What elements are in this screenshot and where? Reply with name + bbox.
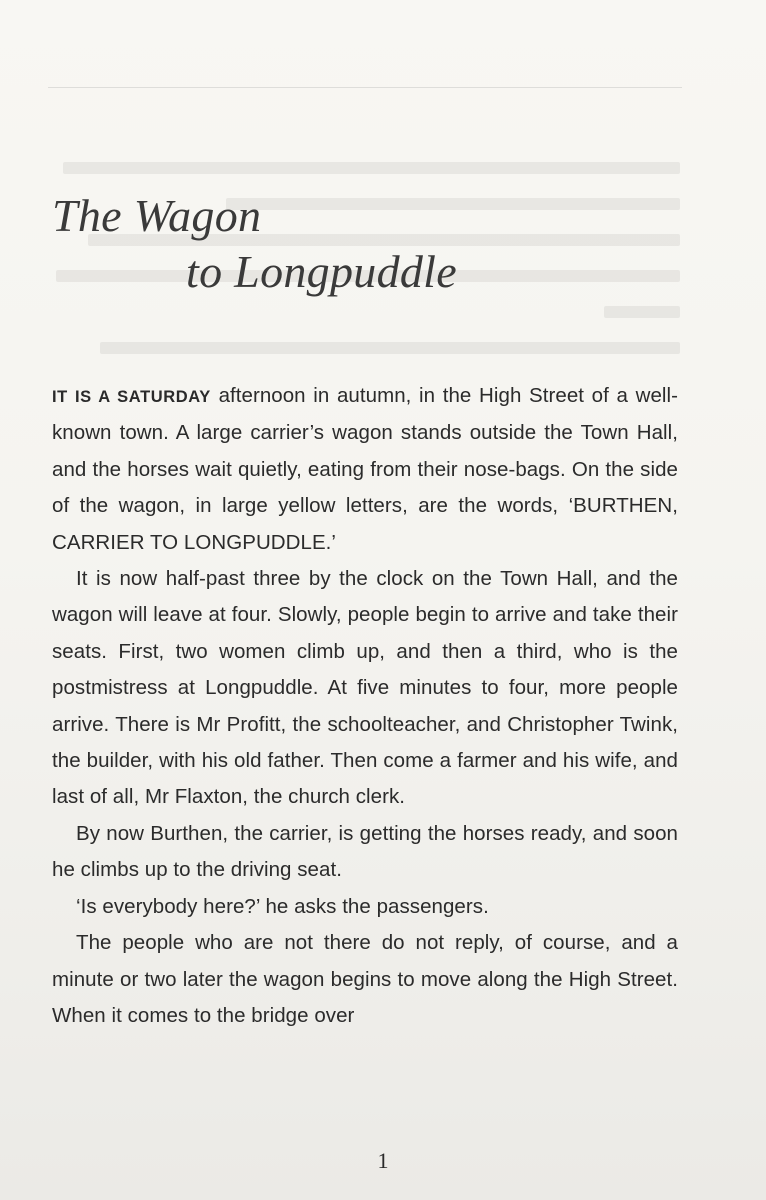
paragraph-4: ‘Is everybody here?’ he asks the passengers. — [76, 894, 489, 918]
chapter-title — [52, 188, 457, 300]
paragraph-lead-in: IT IS A SATURDAY — [52, 388, 211, 406]
chapter-title-line-2: to Longpuddle — [186, 246, 457, 297]
bleed-through-rule — [48, 87, 682, 88]
paragraph-text: afternoon in autumn, in the High Street of a well-known town. A large carrier’s wagon stands outside the Town Hall, and the horses wait quietly, eating from their nose-bags. On the side of the wagon, in large yellow letters, are the words, ‘BURTHEN, CARRIER TO LONGPUDDLE.’ — [52, 384, 678, 554]
page-number: 1 — [377, 1148, 389, 1173]
paragraph-3: By now Burthen, the carrier, is getting the horses ready, and soon he climbs up to the driving seat. — [52, 821, 678, 882]
bleed-through-header — [220, 52, 520, 77]
paragraph-5: The people who are not there do not reply, of course, and a minute or two later the wagon begins to move along the High Street. When it comes to the bridge over — [52, 931, 678, 1027]
paragraph-1 — [52, 378, 678, 561]
chapter-title-line-1: The Wagon — [52, 190, 262, 241]
paragraph-2: It is now half-past three by the clock on the Town Hall, and the wagon will leave at four. Slowly, people begin to arrive and take their seats. First, two women climb up, and then a third, who is the postmistress at Longpuddle. At five minutes to four, more people arrive. There is Mr Profitt, the schoolteacher, and Christopher Twink, the builder, with his old father. Then come a farmer and his wife, and last of all, Mr Flaxton, the church clerk. — [52, 567, 678, 809]
chapter-body — [52, 378, 678, 1034]
